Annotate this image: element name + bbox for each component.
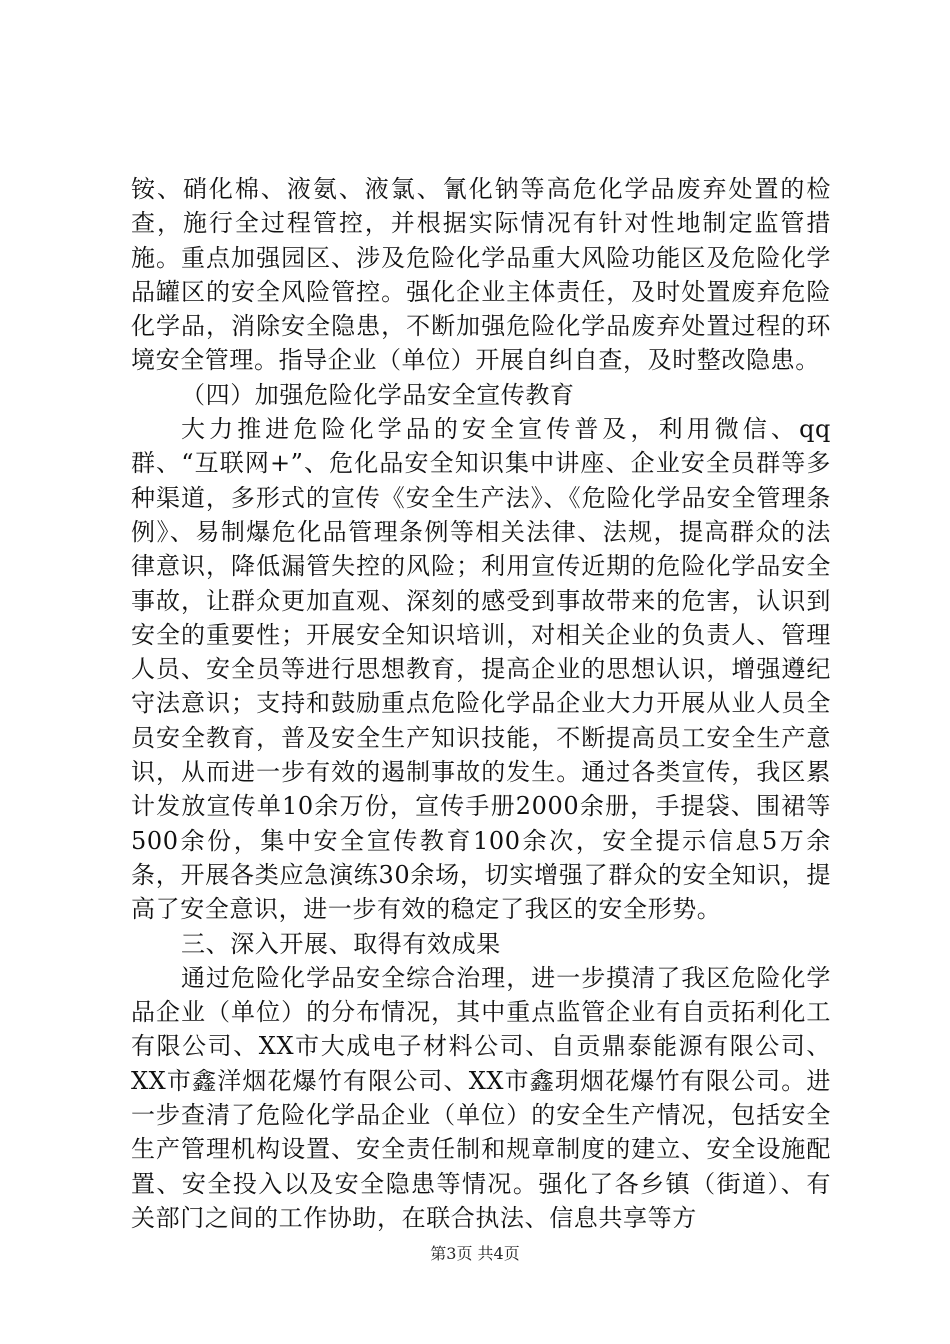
paragraph-continuation: 铵、硝化棉、液氨、液氯、氰化钠等高危化学品废弃处置的检查，施行全过程管控，并根据实际情况有针对性地制定监管措施。重点加强园区、涉及危险化学品重大风险功能区及危险化学品罐区的安全风险管控。强化企业主体责任，及时处置废弃危险化学品，消除安全隐患，不断加强危险化学品废弃处置过程的环境安全管理。指导企业（单位）开展自纠自查，及时整改隐患。	[131, 175, 831, 375]
paragraph-publicity: 大力推进危险化学品的安全宣传普及，利用微信、qq群、“互联网+”、危化品安全知识集中讲座、企业安全员群等多种渠道，多形式的宣传《安全生产法》、《危险化学品安全管理条例》、易制爆危化品管理条例等相关法律、法规，提高群众的法律意识，降低漏管失控的风险；利用宣传近期的危险化学品安全事故，让群众更加直观、深刻的感受到事故带来的危害，认识到安全的重要性；开展安全知识培训，对相关企业的负责人、管理人员、安全员等进行思想教育，提高企业的思想认识，增强遵纪守法意识；支持和鼓励重点危险化学品企业大力开展从业人员全员安全教育，普及安全生产知识技能，不断提高员工安全生产意识，从而进一步有效的遏制事故的发生。通过各类宣传，我区累计发放宣传单10余万份，宣传手册2000余册，手提袋、围裙等500余份，集中安全宣传教育100余次，安全提示信息5万余条，开展各类应急演练30余场，切实增强了群众的安全知识，提高了安全意识，进一步有效的稳定了我区的安全形势。	[131, 415, 831, 924]
document-body	[131, 172, 831, 1235]
paragraph-results: 通过危险化学品安全综合治理，进一步摸清了我区危险化学品企业（单位）的分布情况，其中重点监管企业有自贡拓利化工有限公司、XX市大成电子材料公司、自贡鼎泰能源有限公司、XX市鑫洋烟花爆竹有限公司、XX市鑫玥烟花爆竹有限公司。进一步查清了危险化学品企业（单位）的安全生产情况，包括安全生产管理机构设置、安全责任制和规章制度的建立、安全设施配置、安全投入以及安全隐患等情况。强化了各乡镇（街道）、有关部门之间的工作协助，在联合执法、信息共享等方	[131, 963, 831, 1232]
page-number: 第3页 共4页	[430, 1244, 520, 1263]
section-heading-publicity: （四）加强危险化学品安全宣传教育	[181, 380, 575, 409]
section-heading-results: 三、深入开展、取得有效成果	[181, 929, 501, 958]
